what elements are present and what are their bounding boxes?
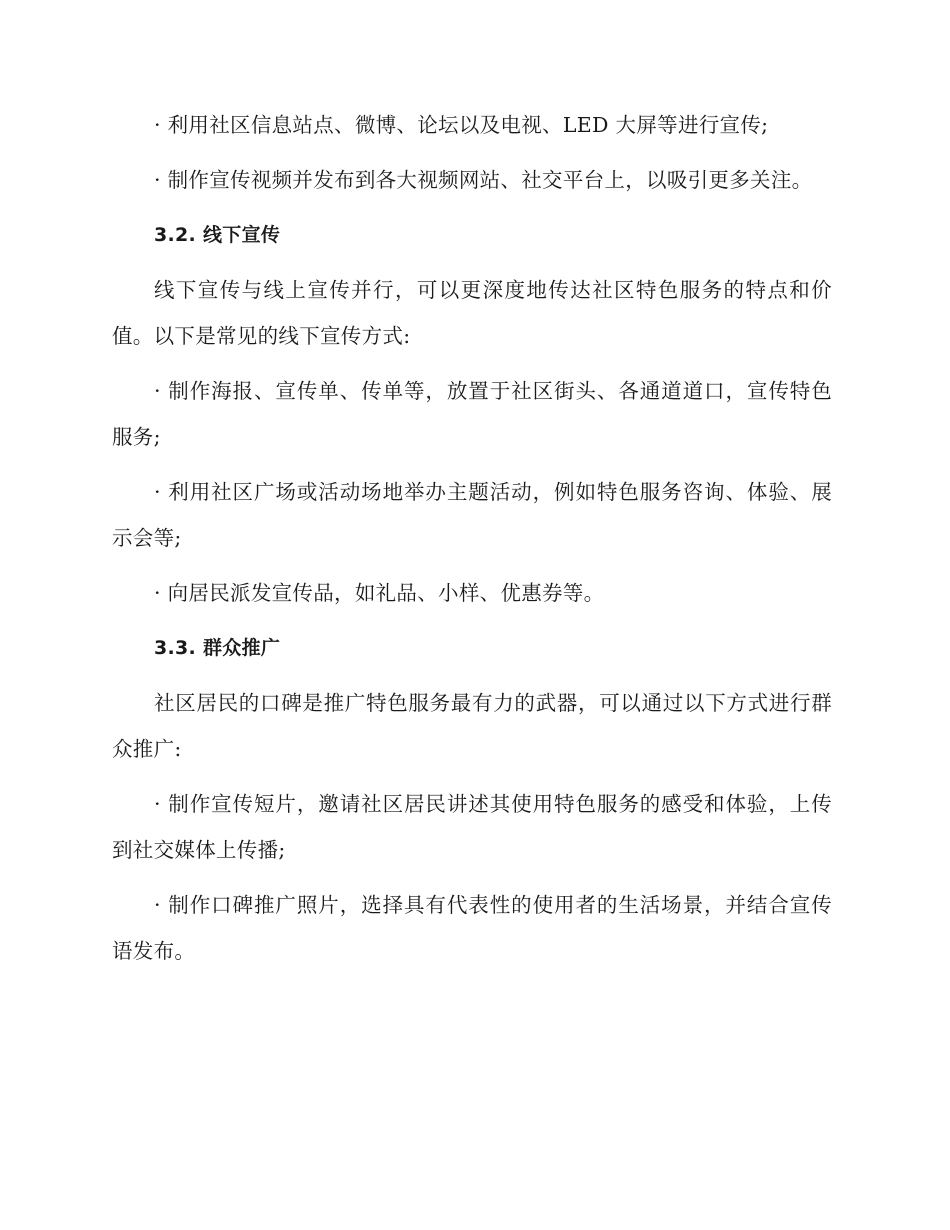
bullet-posters: · 制作海报、宣传单、传单等，放置于社区街头、各通道道口，宣传特色服务; <box>112 379 832 449</box>
paragraph-grassroots-intro: 社区居民的口碑是推广特色服务最有力的武器，可以通过以下方式进行群众推广: <box>112 691 832 761</box>
bullet-short-film: · 制作宣传短片，邀请社区居民讲述其使用特色服务的感受和体验，上传到社交媒体上传播; <box>112 792 832 862</box>
section-heading-offline: 3.2. 线下宣传 <box>154 224 281 246</box>
bullet-promo-video: · 制作宣传视频并发布到各大视频网站、社交平台上，以吸引更多关注。 <box>154 168 813 192</box>
section-heading-grassroots: 3.3. 群众推广 <box>154 637 281 659</box>
bullet-themed-events: · 利用社区广场或活动场地举办主题活动，例如特色服务咨询、体验、展示会等; <box>112 480 832 550</box>
paragraph-offline-intro: 线下宣传与线上宣传并行，可以更深度地传达社区特色服务的特点和价值。以下是常见的线下宣传方式: <box>112 278 832 348</box>
bullet-word-of-mouth-photos: · 制作口碑推广照片，选择具有代表性的使用者的生活场景，并结合宣传语发布。 <box>112 893 832 963</box>
bullet-giveaways: · 向居民派发宣传品，如礼品、小样、优惠券等。 <box>154 581 605 605</box>
document-body <box>112 102 832 983</box>
bullet-online-channels: · 利用社区信息站点、微博、论坛以及电视、LED 大屏等进行宣传; <box>154 113 769 137</box>
